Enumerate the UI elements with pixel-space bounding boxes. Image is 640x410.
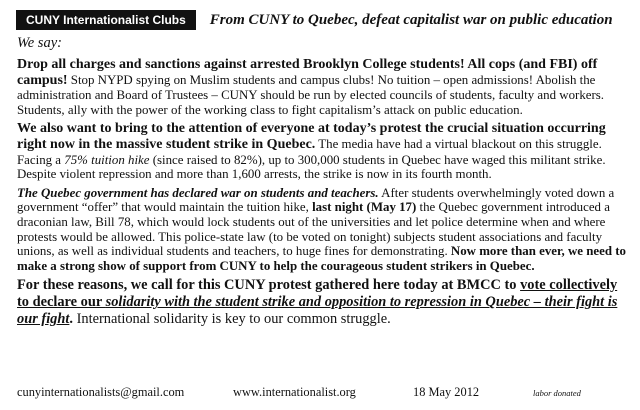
website: www.internationalist.org: [233, 385, 356, 399]
footer: [17, 385, 630, 400]
quebec-strike-lead: We also want to bring to the attention of everyone at today’s protest the crucial situation occurring right now in the massive student strike in Quebec.: [17, 121, 606, 152]
demands-paragraph: [17, 57, 630, 117]
government-war-body-2: the Quebec government introduced a draconian law, Bill 78, which would lock students out of the universities and let police determine when and where protests would be allowed. This police-state law (to be voted on tonight) subjects student associations and faculty unions, as well as individual students and teachers, to huge fines for demonstrating.: [17, 200, 610, 259]
support-call-bold: Now more than ever, we need to make a strong show of support from CUNY to help the courageous student strikers in Quebec.: [17, 244, 626, 273]
call-to-action-paragraph: [17, 277, 630, 328]
we-say-heading: We say:: [17, 35, 62, 51]
date: 18 May 2012: [413, 385, 480, 399]
tuition-hike-italic: 75% tuition hike: [64, 152, 150, 167]
government-war-paragraph: [17, 186, 630, 274]
government-war-lead: The Quebec government has declared war on students and teachers.: [17, 185, 379, 200]
demands-lead: Drop all charges and sanctions against arrested Brooklyn College students! All cops (and FBI) off campus!: [17, 57, 598, 88]
header: [17, 8, 630, 32]
club-badge: CUNY Internationalist Clubs: [16, 10, 196, 30]
labor-donated-note: labor donated: [533, 388, 581, 398]
demands-body: Stop NYPD spying on Muslim students and campus clubs! No tuition – open admissions! Abolish the administration and Board of Trustees – CUNY should be run by elected councils of students, faculty and workers. Students, ally with the power of the working class to fight capitalism’s attack on public education.: [17, 72, 605, 117]
quebec-strike-body-2: (since raised to 82%), up to 300,000 students in Quebec have waged this militant strike. Despite violent repression and more than 1,600 arrests, the strike is now in its fourth month.: [17, 152, 606, 182]
call-to-action-tail: International solidarity is key to our common struggle.: [73, 311, 391, 328]
contact-email: cunyinternationalists@gmail.com: [17, 385, 185, 399]
headline: From CUNY to Quebec, defeat capitalist war on public education: [209, 11, 613, 28]
vote-underlined: vote collectively to declare our: [17, 277, 618, 311]
quebec-strike-paragraph: [17, 121, 630, 181]
solidarity-underlined: solidarity with the student strike and opposition to repression in Quebec – their fight is our fight: [17, 294, 618, 328]
call-to-action-period: .: [69, 311, 73, 328]
last-night-bold: last night (May 17): [312, 200, 417, 215]
call-to-action-lead: For these reasons, we call for this CUNY protest gathered here today at BMCC to: [17, 277, 521, 294]
quebec-strike-body-1: The media have had a virtual blackout on this struggle. Facing a: [17, 136, 602, 167]
government-war-body-1: After students overwhelmingly voted down a government “offer” that would maintain the tuition hike,: [17, 185, 615, 215]
